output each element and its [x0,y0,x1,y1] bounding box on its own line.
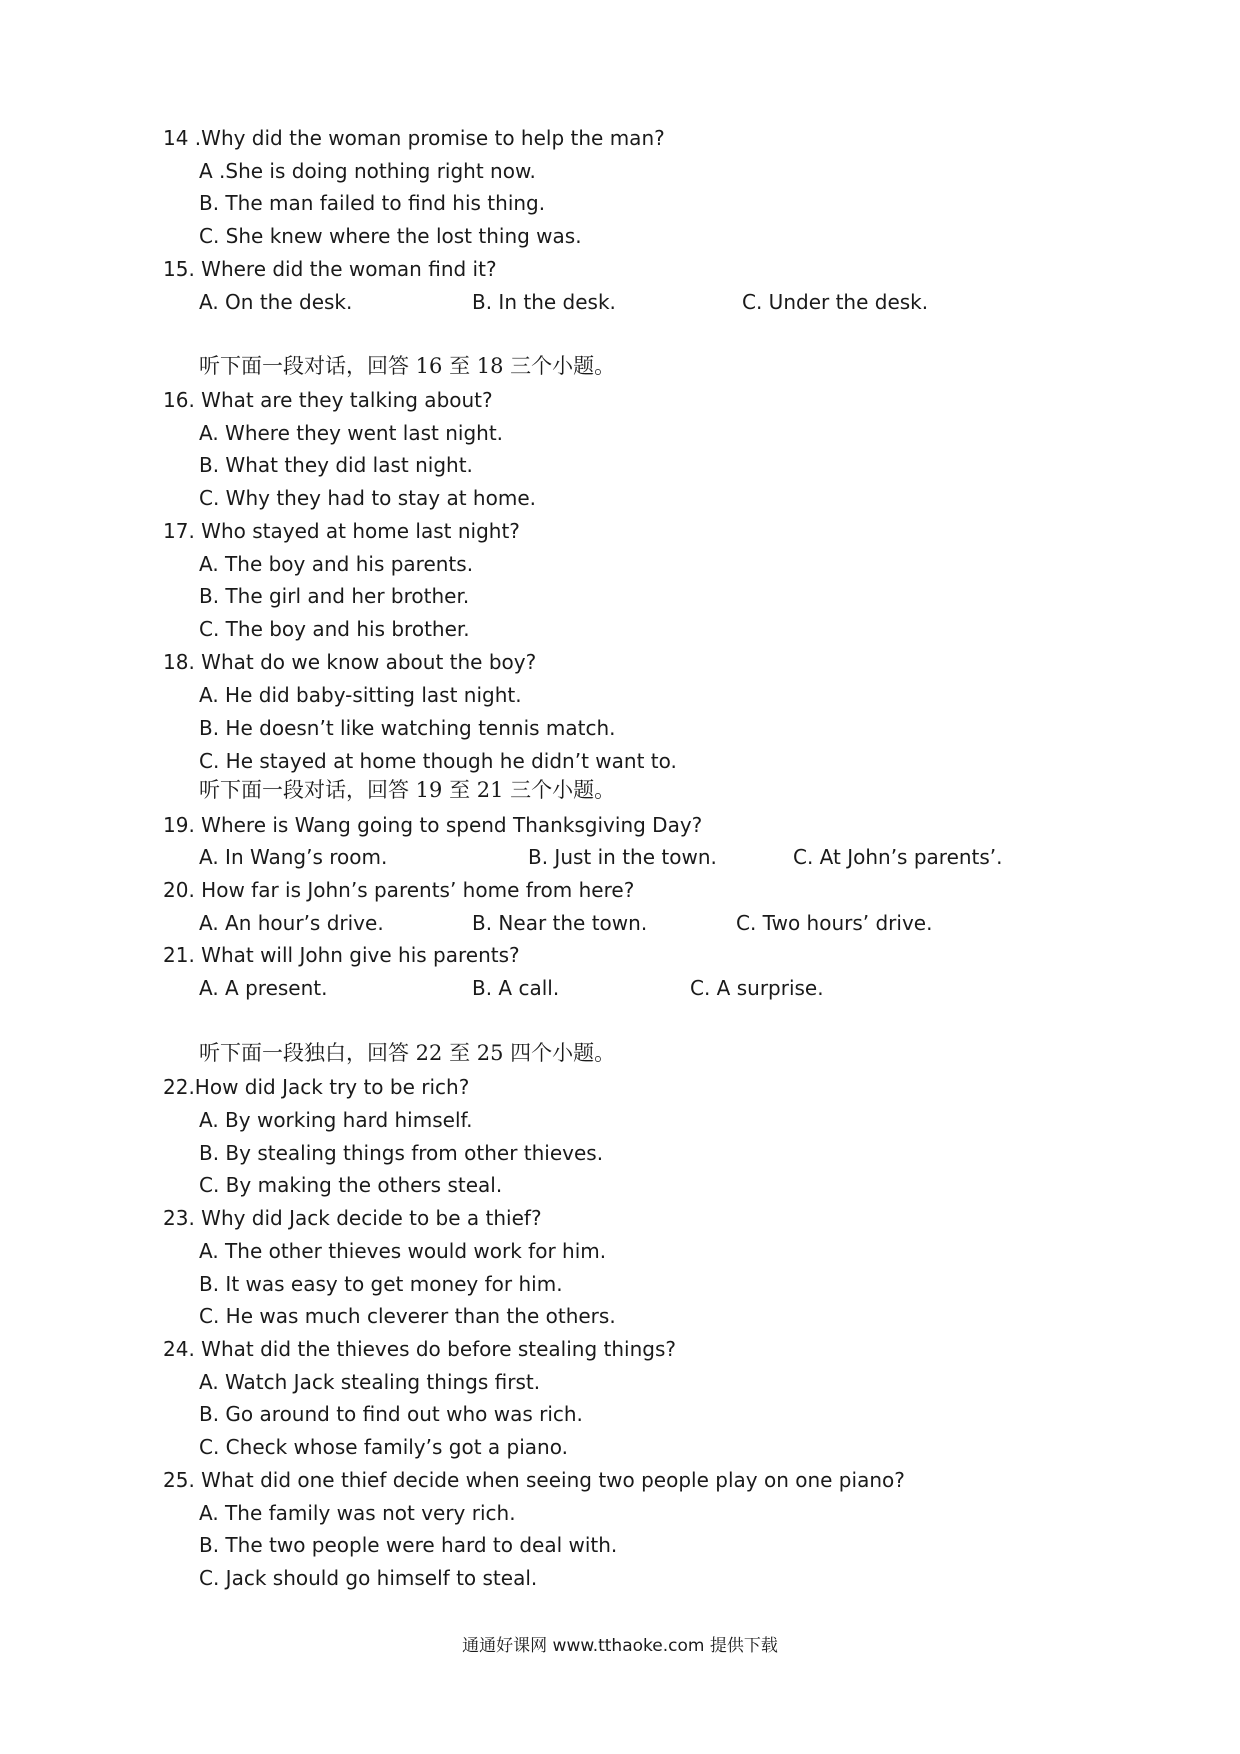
q23-option-b: B. It was easy to get money for him. [199,1272,563,1296]
section-heading-22-25: 听下面一段独白，回答 22 至 25 四个小题。 [199,1041,616,1065]
q15-option-a: A. On the desk. [199,290,353,314]
question-22: 22.How did Jack try to be rich? [163,1075,470,1099]
question-16: 16. What are they talking about? [163,388,493,412]
q20-option-a: A. An hour’s drive. [199,911,384,935]
q21-option-a: A. A present. [199,976,328,1000]
question-14: 14 .Why did the woman promise to help the man? [163,126,665,150]
q24-option-c: C. Check whose family’s got a piano. [199,1435,568,1459]
q21-option-b: B. A call. [472,976,560,1000]
q19-option-a: A. In Wang’s room. [199,845,388,869]
question-17: 17. Who stayed at home last night? [163,519,520,543]
q15-option-b: B. In the desk. [472,290,616,314]
q16-option-b: B. What they did last night. [199,453,473,477]
section-heading-16-18: 听下面一段对话，回答 16 至 18 三个小题。 [199,354,616,378]
q18-option-c: C. He stayed at home though he didn’t want to. [199,749,677,773]
q17-option-b: B. The girl and her brother. [199,584,470,608]
q24-option-a: A. Watch Jack stealing things first. [199,1370,541,1394]
question-19: 19. Where is Wang going to spend Thanksgiving Day? [163,813,703,837]
q17-option-c: C. The boy and his brother. [199,617,470,641]
q19-option-c: C. At John’s parents’. [793,845,1003,869]
q24-option-b: B. Go around to find out who was rich. [199,1402,583,1426]
q22-option-a: A. By working hard himself. [199,1108,473,1132]
question-21: 21. What will John give his parents? [163,943,520,967]
question-24: 24. What did the thieves do before stealing things? [163,1337,677,1361]
q25-option-a: A. The family was not very rich. [199,1501,516,1525]
question-25: 25. What did one thief decide when seeing two people play on one piano? [163,1468,905,1492]
q19-option-b: B. Just in the town. [528,845,717,869]
q20-option-c: C. Two hours’ drive. [736,911,933,935]
q14-option-c: C. She knew where the lost thing was. [199,224,582,248]
q20-option-b: B. Near the town. [472,911,648,935]
question-18: 18. What do we know about the boy? [163,650,537,674]
q22-option-b: B. By stealing things from other thieves. [199,1141,604,1165]
q18-option-a: A. He did baby-sitting last night. [199,683,522,707]
q18-option-b: B. He doesn’t like watching tennis match. [199,716,616,740]
q17-option-a: A. The boy and his parents. [199,552,474,576]
q23-option-c: C. He was much cleverer than the others. [199,1304,616,1328]
q25-option-c: C. Jack should go himself to steal. [199,1566,538,1590]
question-23: 23. Why did Jack decide to be a thief? [163,1206,542,1230]
q15-option-c: C. Under the desk. [742,290,929,314]
q16-option-a: A. Where they went last night. [199,421,504,445]
q21-option-c: C. A surprise. [690,976,824,1000]
section-heading-19-21: 听下面一段对话，回答 19 至 21 三个小题。 [199,778,616,802]
q14-option-b: B. The man failed to find his thing. [199,191,546,215]
question-15: 15. Where did the woman find it? [163,257,497,281]
page-footer: 通通好课网 www.tthaoke.com 提供下载 [462,1636,778,1656]
q16-option-c: C. Why they had to stay at home. [199,486,536,510]
q23-option-a: A. The other thieves would work for him. [199,1239,607,1263]
question-20: 20. How far is John’s parents’ home from here? [163,878,635,902]
q14-option-a: A .She is doing nothing right now. [199,159,536,183]
q22-option-c: C. By making the others steal. [199,1173,503,1197]
q25-option-b: B. The two people were hard to deal with. [199,1533,618,1557]
